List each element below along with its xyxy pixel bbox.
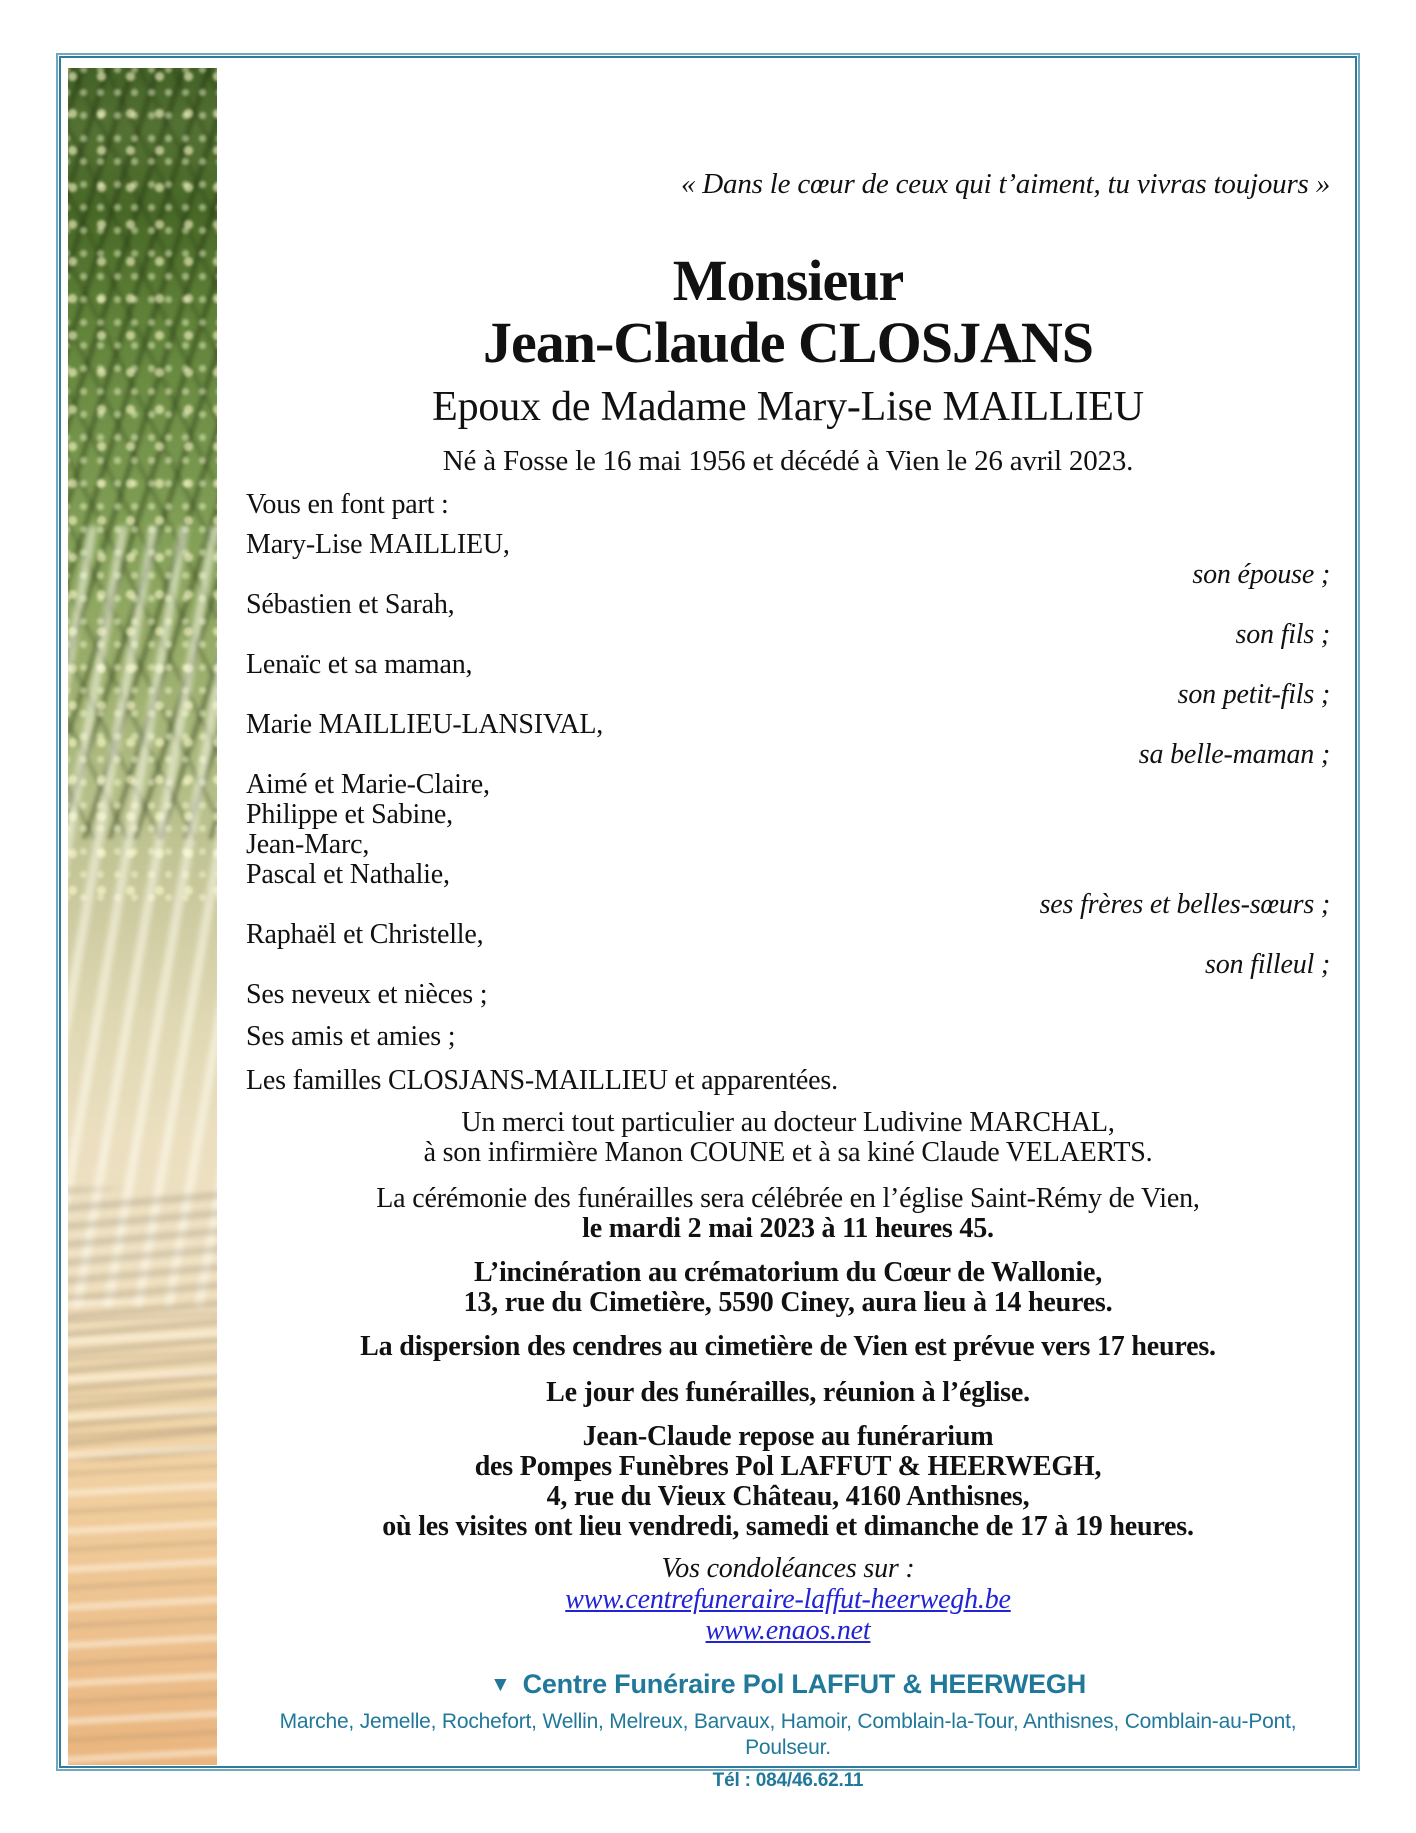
condolences-link-centrefuneraire[interactable]: www.centrefuneraire-laffut-heerwegh.be bbox=[565, 1584, 1011, 1615]
family-names-line: Les familles CLOSJANS-MAILLIEU et apparentées. bbox=[246, 1065, 838, 1096]
family-relation-line: son petit-fils ; bbox=[1177, 679, 1330, 710]
repose-line-3: 4, rue du Vieux Château, 4160 Anthisnes, bbox=[546, 1481, 1030, 1512]
funeral-home-locations: Marche, Jemelle, Rochefort, Wellin, Melreux, Barvaux, Hamoir, Comblain-la-Tour, Anthisnes, Comblain-au-Pont, Poulseur. bbox=[279, 1710, 1297, 1759]
cremation-line-1: L’incinération au crématorium du Cœur de Wallonie, bbox=[473, 1257, 1103, 1288]
family-relation-line: sa belle-maman ; bbox=[1138, 739, 1330, 770]
forest-path-photo bbox=[68, 68, 217, 1765]
ceremony-date-line: le mardi 2 mai 2023 à 11 heures 45. bbox=[582, 1213, 994, 1244]
photo-path-layer bbox=[68, 1300, 217, 1765]
cremation-line-2: 13, rue du Cimetière, 5590 Ciney, aura lieu à 14 heures. bbox=[463, 1287, 1113, 1318]
family-relation-line: ses frères et belles-sœurs ; bbox=[1039, 889, 1330, 920]
repose-line-4: où les visites ont lieu vendredi, samedi et dimanche de 17 à 19 heures. bbox=[382, 1511, 1194, 1542]
ashes-dispersion-line: La dispersion des cendres au cimetière de Vien est prévue vers 17 heures. bbox=[360, 1331, 1216, 1362]
spouse-line: Epoux de Madame Mary-Lise MAILLIEU bbox=[432, 384, 1144, 430]
condolences-link-enaos[interactable]: www.enaos.net bbox=[705, 1615, 871, 1646]
funeral-home-phone: Tél : 084/46.62.11 bbox=[712, 1770, 864, 1791]
triangle-logo-icon: ▼ bbox=[489, 1673, 511, 1696]
honorific: Monsieur bbox=[672, 248, 904, 313]
funeral-home-footer bbox=[246, 1668, 1330, 1793]
content-column bbox=[246, 0, 1330, 1793]
family-relation-line: son filleul ; bbox=[1205, 949, 1330, 980]
deceased-name: Jean-Claude CLOSJANS bbox=[482, 310, 1094, 375]
family-names-line: Pascal et Nathalie, bbox=[246, 859, 450, 890]
reunion-line: Le jour des funérailles, réunion à l’église. bbox=[546, 1377, 1030, 1408]
family-names-line: Mary-Lise MAILLIEU, bbox=[246, 529, 510, 560]
family-names-line: Ses neveux et nièces ; bbox=[246, 979, 488, 1010]
family-names-line: Philippe et Sabine, bbox=[246, 799, 453, 830]
funeral-home-brand bbox=[246, 1668, 1330, 1703]
funeral-home-name: Centre Funéraire Pol LAFFUT & HEERWEGH bbox=[522, 1669, 1087, 1699]
condolences-label: Vos condoléances sur : bbox=[661, 1553, 915, 1584]
family-relation-line: son fils ; bbox=[1235, 619, 1330, 650]
thanks-line-2: à son infirmière Manon COUNE et à sa kiné Claude VELAERTS. bbox=[423, 1137, 1153, 1168]
family-names-line: Sébastien et Sarah, bbox=[246, 589, 455, 620]
family-names-line: Raphaël et Christelle, bbox=[246, 919, 484, 950]
family-names-line: Lenaïc et sa maman, bbox=[246, 649, 473, 680]
thanks-line-1: Un merci tout particulier au docteur Ludivine MARCHAL, bbox=[461, 1107, 1115, 1138]
birth-death-line: Né à Fosse le 16 mai 1956 et décédé à Vien le 26 avril 2023. bbox=[442, 445, 1134, 477]
ceremony-line-1: La cérémonie des funérailles sera célébrée en l’église Saint-Rémy de Vien, bbox=[376, 1183, 1200, 1214]
condolences-link-line-2 bbox=[246, 1615, 1330, 1646]
family-names-line: Aimé et Marie-Claire, bbox=[246, 769, 490, 800]
announcement-intro: Vous en font part : bbox=[246, 489, 449, 520]
deceased-title bbox=[246, 250, 1330, 374]
family-names-line: Marie MAILLIEU-LANSIVAL, bbox=[246, 709, 604, 740]
family-names-line: Ses amis et amies ; bbox=[246, 1021, 456, 1052]
memorial-quote: « Dans le cœur de ceux qui t’aiment, tu vivras toujours » bbox=[680, 168, 1330, 200]
repose-line-1: Jean-Claude repose au funérarium bbox=[582, 1421, 994, 1452]
repose-line-2: des Pompes Funèbres Pol LAFFUT & HEERWEGH, bbox=[474, 1451, 1102, 1482]
condolences-link-line-1 bbox=[246, 1584, 1330, 1615]
family-names-line: Jean-Marc, bbox=[246, 829, 370, 860]
family-relation-line: son épouse ; bbox=[1192, 559, 1330, 590]
